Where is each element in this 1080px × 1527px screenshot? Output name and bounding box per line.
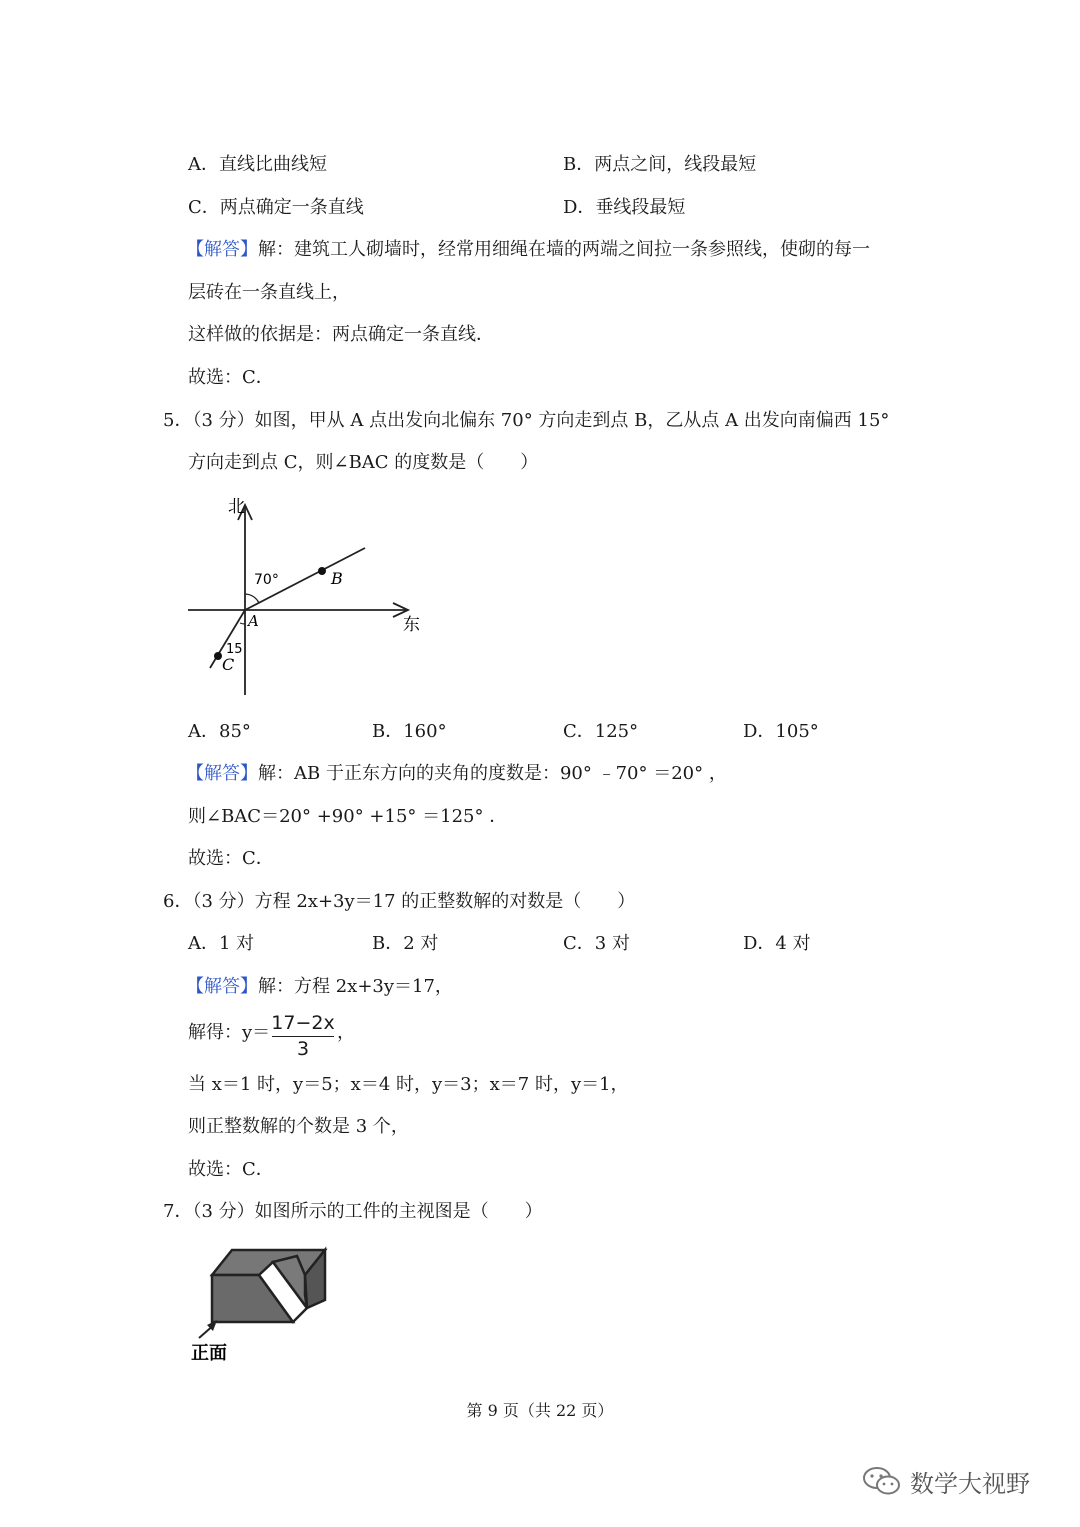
q5-option-c: C．125° <box>563 721 639 742</box>
q4-option-b: B．两点之间，线段最短 <box>563 154 757 175</box>
east-label: 东 <box>403 615 420 635</box>
q7-workpiece-figure <box>185 1240 345 1370</box>
q6-cases: 当 x＝1 时，y＝5；x＝4 时，y＝3；x＝7 时，y＝1， <box>188 1074 629 1095</box>
q5-stem-line1: 5．（3 分）如图，甲从 A 点出发向北偏东 70° 方向走到点 B，乙从点 A 出发向南偏西 15° <box>163 410 890 431</box>
q6-option-c: C．3 对 <box>563 933 630 954</box>
q4-answer-line1: 【解答】解：建筑工人砌墙时，经常用细绳在墙的两端之间拉一条参照线，使砌的每一 <box>186 239 870 260</box>
q4-option-d: D．垂线段最短 <box>563 197 686 218</box>
fraction-bar <box>272 1036 334 1037</box>
q7-stem: 7．（3 分）如图所示的工件的主视图是（ ） <box>163 1201 543 1222</box>
point-a-label: A <box>248 612 259 630</box>
q5-answer-line1: 【解答】解：AB 于正东方向的夹角的度数是：90° ﹣70° ＝20° ， <box>186 763 727 784</box>
q4-option-c: C．两点确定一条直线 <box>188 197 364 218</box>
answer-tag: 【解答】 <box>186 976 258 997</box>
q6-choose: 故选：C． <box>188 1159 274 1180</box>
q6-option-b: B．2 对 <box>372 933 439 954</box>
q6-answer-line1: 【解答】解：方程 2x+3y＝17， <box>186 976 453 997</box>
q5-option-b: B．160° <box>372 721 447 742</box>
front-label: 正面 <box>191 1343 227 1364</box>
answer-tag: 【解答】 <box>186 239 258 260</box>
q4-choose: 故选：C． <box>188 367 274 388</box>
fraction-denominator: 3 <box>296 1038 310 1060</box>
q4-answer-line2: 层砖在一条直线上， <box>188 282 350 303</box>
q6-solve-prefix: 解得：y＝ <box>188 1022 271 1043</box>
q5-option-d: D．105° <box>743 721 819 742</box>
angle-15-label: 15 <box>226 642 243 657</box>
q5-answer-line2: 则∠BAC＝20° +90° +15° ＝125° ． <box>188 806 508 827</box>
angle-70-arc <box>245 594 259 603</box>
q4-option-a: A．直线比曲线短 <box>188 154 327 175</box>
point-c-label: C <box>222 655 235 674</box>
q4-answer-line3: 这样做的依据是：两点确定一条直线． <box>188 324 494 345</box>
point-b-label: B <box>331 569 343 588</box>
q6-conclusion: 则正整数解的个数是 3 个， <box>188 1116 409 1137</box>
watermark <box>862 1463 1030 1499</box>
q6-option-d: D．4 对 <box>743 933 811 954</box>
q5-direction-figure <box>180 490 440 705</box>
q5-choose: 故选：C． <box>188 848 274 869</box>
q5-option-a: A．85° <box>188 721 251 742</box>
page-footer: 第 9 页（共 22 页） <box>466 1401 614 1420</box>
north-label: 北 <box>228 497 245 517</box>
q6-option-a: A．1 对 <box>188 933 255 954</box>
wechat-icon <box>862 1464 902 1498</box>
point-b <box>318 567 326 575</box>
watermark-text: 数学大视野 <box>910 1469 1030 1498</box>
q5-stem-line2: 方向走到点 C，则∠BAC 的度数是（ ） <box>188 452 539 473</box>
q6-stem: 6．（3 分）方程 2x+3y＝17 的正整数解的对数是（ ） <box>163 891 636 912</box>
answer-tag: 【解答】 <box>186 763 258 784</box>
point-c <box>214 652 222 660</box>
angle-70-label: 70° <box>254 572 279 588</box>
fraction-numerator: 17−2x <box>271 1012 335 1034</box>
q6-solve-suffix: ， <box>337 1022 355 1043</box>
